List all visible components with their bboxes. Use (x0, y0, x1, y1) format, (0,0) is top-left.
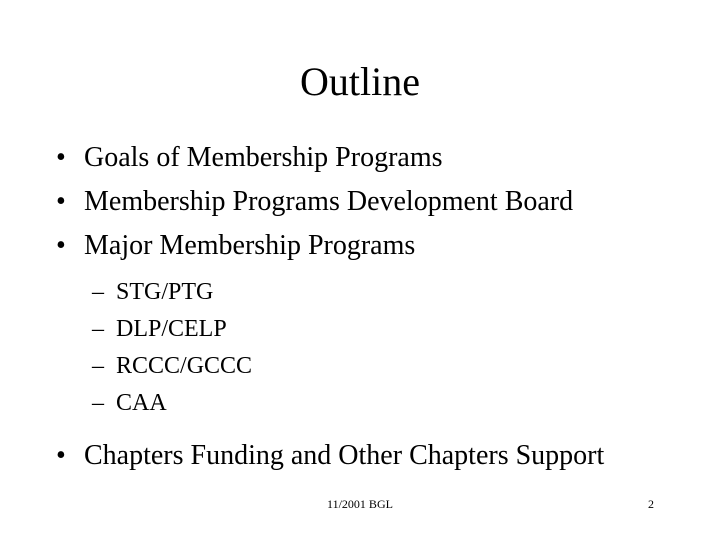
bullet-item (56, 142, 443, 174)
sub-bullet-marker: – (92, 316, 104, 342)
bullet-text: Major Membership Programs (84, 230, 416, 261)
bullet-marker: • (56, 230, 66, 261)
bullet-text: Membership Programs Development Board (84, 186, 574, 217)
bullet-item (56, 186, 573, 218)
sub-bullet-marker: – (92, 390, 104, 416)
bullet-marker: • (56, 440, 66, 471)
sub-bullet-text: STG/PTG (116, 279, 214, 305)
slide-page-number: 2 (648, 497, 654, 511)
bullet-text: Chapters Funding and Other Chapters Support (84, 440, 605, 471)
bullet-marker: • (56, 186, 66, 217)
sub-bullet-text: CAA (116, 390, 167, 416)
sub-bullet-item (92, 315, 227, 343)
bullet-item (56, 230, 415, 262)
sub-bullet-marker: – (92, 279, 104, 305)
bullet-item (56, 440, 604, 472)
sub-bullet-item (92, 389, 167, 417)
footer-date-author: 11/2001 BGL (327, 497, 393, 511)
sub-bullet-text: RCCC/GCCC (116, 353, 253, 379)
sub-bullet-item (92, 278, 213, 306)
slide-title: Outline (300, 59, 420, 104)
bullet-marker: • (56, 142, 66, 173)
sub-bullet-item (92, 352, 252, 380)
bullet-text: Goals of Membership Programs (84, 142, 443, 173)
sub-bullet-text: DLP/CELP (116, 316, 227, 342)
sub-bullet-marker: – (92, 353, 104, 379)
